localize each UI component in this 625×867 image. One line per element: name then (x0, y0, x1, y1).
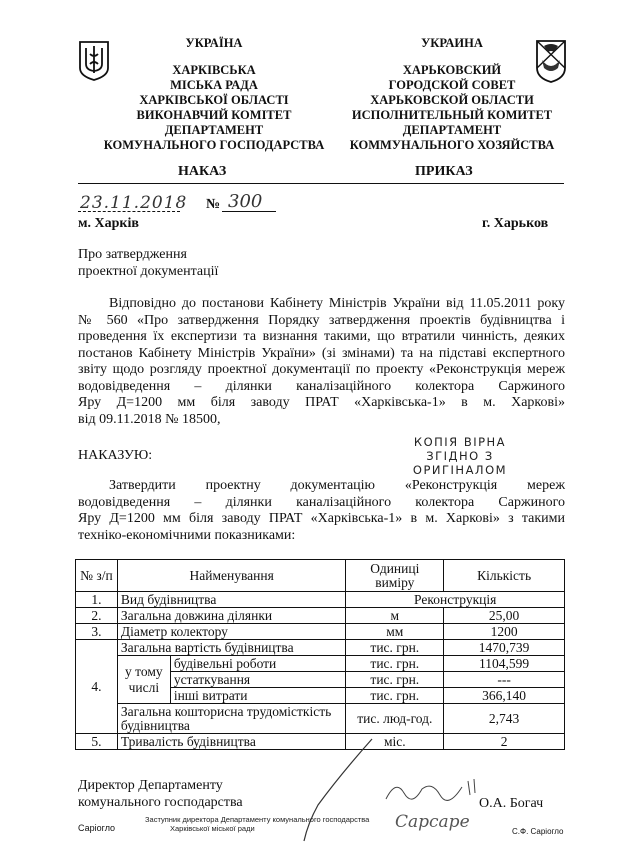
row-unit: тис. грн. (346, 672, 444, 688)
row-value-span: Реконструкція (346, 592, 565, 608)
order-number: 300 (228, 191, 263, 212)
row-unit: тис. грн. (346, 640, 444, 656)
header-right-line: ИСПОЛНИТЕЛЬНЫЙ КОМИТЕТ (351, 108, 553, 122)
row-unit: мм (346, 624, 444, 640)
preamble-line: від 09.11.2018 № 18500, (78, 411, 221, 427)
header-unit: Одиниці виміру (346, 560, 444, 592)
footer-executor: Саріогло (78, 823, 116, 833)
order-line: Затвердити проектну документацію «Реконструкція мереж (109, 478, 565, 493)
doc-type-right: ПРИКАЗ (415, 164, 473, 179)
row-qty: 366,140 (444, 688, 565, 704)
row-group-label: у тому числі (117, 656, 170, 704)
preamble-line: Яру Д=1200 мм біля заводу ПРАТ «Харківська-1» в м. Харкові» (78, 395, 565, 410)
visa-title-line: Харківської міської ради (170, 824, 255, 833)
stamp-line: ОРИГІНАЛОМ (412, 463, 508, 477)
preamble-line: № 560 «Про затвердження Порядку затвердження проектів будівництва і (78, 312, 565, 328)
signatory-title-line: Директор Департаменту (78, 778, 223, 793)
footer-visa-name: С.Ф. Саріогло (512, 827, 564, 836)
row-qty: 2,743 (444, 704, 565, 734)
row-unit: міс. (346, 734, 444, 750)
header-left-line: ДЕПАРТАМЕНТ (164, 123, 264, 137)
row-name: Загальна кошторисна трудомісткість будівництва (117, 704, 346, 734)
row-name: інші витрати (170, 688, 346, 704)
header-left-line: ХАРКІВСЬКОЇ ОБЛАСТІ (139, 93, 289, 107)
header-left (96, 36, 332, 153)
header-left-country: УКРАЇНА (185, 36, 243, 50)
signature-block (78, 778, 243, 811)
preamble-line: постанов Кабінету Міністрів України» (зі змінами) та на підставі експертного (78, 345, 565, 361)
row-name: устаткування (170, 672, 346, 688)
row-name: Діаметр колектору (117, 624, 346, 640)
subject-line: Про затвердження (78, 247, 187, 262)
stamp-line: ЗГІДНО З (426, 449, 494, 463)
row-qty: 25,00 (444, 608, 565, 624)
row-name: Тривалість будівництва (117, 734, 346, 750)
indicators-table (75, 559, 565, 750)
header-right-line: ГОРОДСКОЙ СОВЕТ (388, 78, 516, 92)
order-number-label: № (206, 197, 221, 212)
city-right: г. Харьков (482, 216, 549, 231)
preamble-line: Відповідно до постанови Кабінету Міністрів України від 11.05.2011 року (109, 296, 565, 311)
header-right-line: ХАРЬКОВСКОЙ ОБЛАСТИ (370, 93, 534, 107)
row-num: 1. (76, 592, 118, 608)
row-name: Загальна довжина ділянки (117, 608, 346, 624)
header-left-line: КОМУНАЛЬНОГО ГОСПОДАРСТВА (103, 138, 325, 152)
preamble-line: звіту щодо розгляду проектної документації по проекту «Реконструкція мереж (78, 362, 565, 377)
row-num: 4. (76, 640, 118, 734)
city-left: м. Харків (78, 216, 139, 231)
row-unit: м (346, 608, 444, 624)
preamble-line: проведення їх експертизи та визнання такими, що втратили чинність, деяких (78, 329, 565, 344)
header-divider (78, 183, 564, 184)
row-num: 5. (76, 734, 118, 750)
row-num: 3. (76, 624, 118, 640)
row-qty: --- (444, 672, 565, 688)
signatory-title-line: комунального господарства (78, 794, 243, 810)
row-name: будівельні роботи (170, 656, 346, 672)
subject-line: проектної документації (78, 263, 219, 279)
row-qty: 1104,599 (444, 656, 565, 672)
header-right-line: ХАРЬКОВСКИЙ (402, 63, 502, 77)
table-row (76, 640, 565, 656)
header-right-line: ДЕПАРТАМЕНТ (402, 123, 502, 137)
table-row (76, 704, 565, 734)
row-num: 2. (76, 608, 118, 624)
row-qty: 1200 (444, 624, 565, 640)
row-unit: тис. грн. (346, 688, 444, 704)
order-line: Яру Д=1200 мм біля заводу ПРАТ «Харківська-1» в м. Харкові» з такими (78, 511, 565, 526)
footer-visa-title (145, 815, 369, 833)
table-row (76, 656, 565, 672)
signatory-name: О.А. Богач (479, 796, 544, 811)
preamble-line: водовідведення – ділянки каналізаційного колектора Саржиного (78, 378, 565, 394)
header-left-line: ХАРКІВСЬКА (172, 63, 256, 77)
order-line: техніко-економічними показниками: (78, 527, 296, 543)
order-date: 23.11.2018 (80, 193, 188, 213)
header-name: Найменування (117, 560, 346, 592)
table-row (76, 624, 565, 640)
header-qty: Кількість (444, 560, 565, 592)
order-word: НАКАЗУЮ: (78, 448, 153, 463)
preamble-paragraph (78, 296, 565, 428)
header-left-line: ВИКОНАВЧИЙ КОМІТЕТ (136, 108, 292, 122)
header-num: № з/п (76, 560, 118, 592)
header-right-line: КОММУНАЛЬНОГО ХОЗЯЙСТВА (349, 138, 555, 152)
table-header-row (76, 560, 565, 592)
row-qty: 2 (444, 734, 565, 750)
row-unit: тис. люд-год. (346, 704, 444, 734)
row-unit: тис. грн. (346, 656, 444, 672)
date-underline (78, 211, 180, 212)
header-right (342, 36, 562, 153)
row-name: Вид будівництва (117, 592, 346, 608)
visa-signature: Сарсаре (395, 812, 470, 832)
header-right-country: УКРАИНА (421, 36, 483, 50)
visa-title-line: Заступник директора Департаменту комунального господарства (145, 815, 370, 824)
doc-type-left: НАКАЗ (178, 164, 227, 179)
stamp-line: КОПІЯ ВІРНА (413, 435, 507, 449)
row-qty: 1470,739 (444, 640, 565, 656)
director-signature (382, 775, 492, 805)
order-line: водовідведення – ділянки каналізаційного колектора Саржиного (78, 494, 565, 510)
certified-copy-stamp (405, 435, 515, 477)
subject (78, 247, 218, 280)
number-underline (222, 211, 276, 212)
table-row (76, 592, 565, 608)
table-row (76, 608, 565, 624)
order-paragraph (78, 478, 565, 544)
header-left-line: МІСЬКА РАДА (170, 78, 258, 92)
row-name: Загальна вартість будівництва (117, 640, 346, 656)
